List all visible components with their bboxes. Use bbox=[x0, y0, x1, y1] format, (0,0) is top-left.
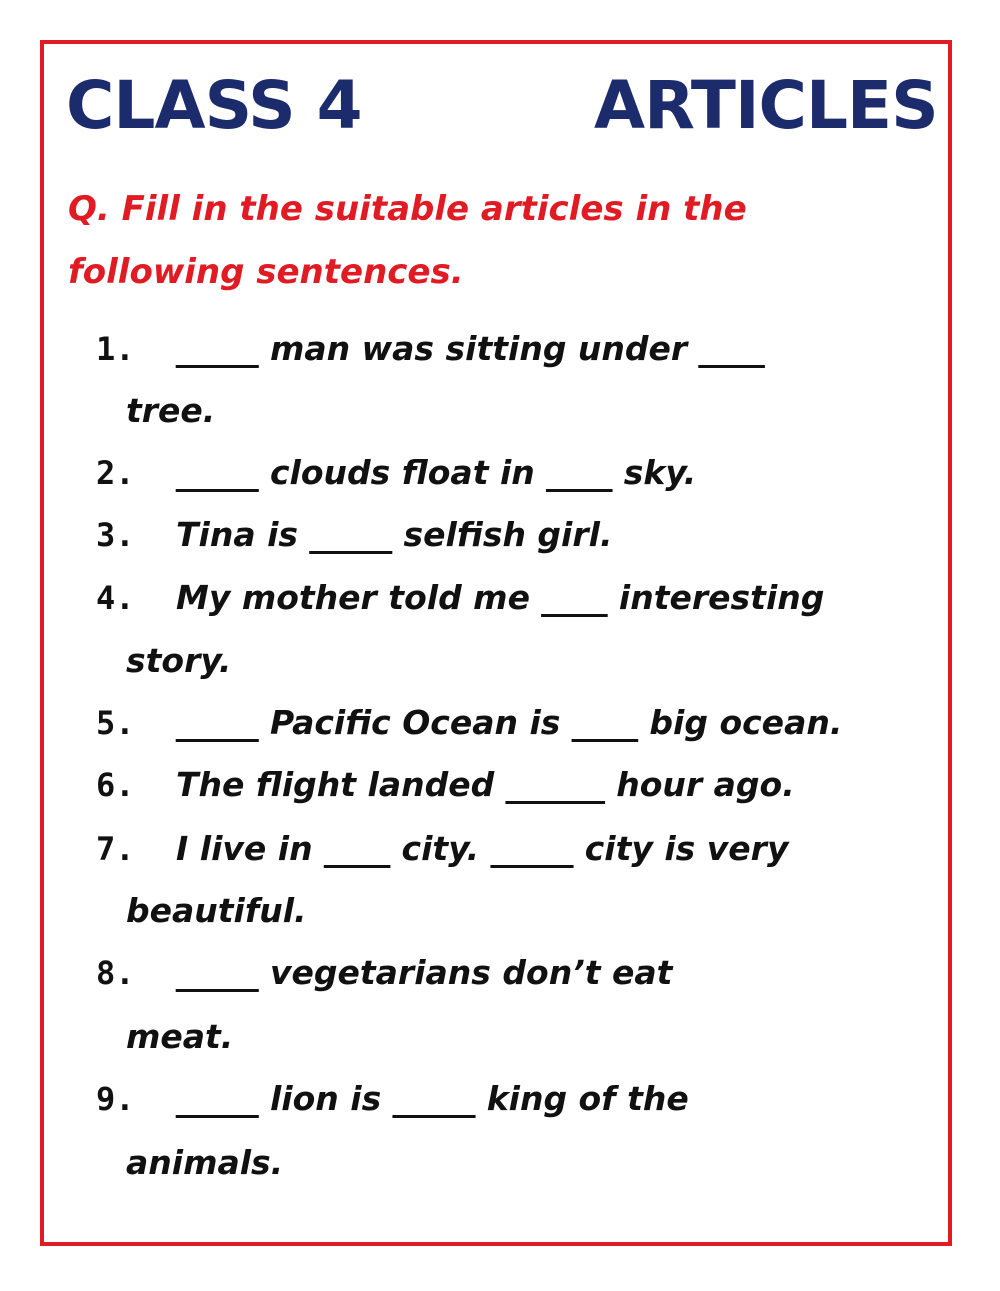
sentence-line: The flight landed ______ hour ago. bbox=[176, 765, 795, 804]
class-title: CLASS 4 bbox=[66, 67, 362, 144]
item-number: 1. bbox=[96, 330, 135, 368]
item-number: 4. bbox=[96, 579, 135, 617]
sentence-line: beautiful. bbox=[126, 891, 307, 930]
sentence-line: meat. bbox=[126, 1017, 234, 1056]
item-number: 3. bbox=[96, 516, 135, 554]
sentence-line: tree. bbox=[126, 391, 216, 430]
item-number: 7. bbox=[96, 830, 135, 868]
sentence-line: _____ Pacific Ocean is ____ big ocean. bbox=[176, 703, 843, 742]
question-instruction: Q. Fill in the suitable articles in the following sentences. bbox=[68, 189, 747, 292]
sentence-line: I live in ____ city. _____ city is very bbox=[176, 829, 789, 868]
sentence-line: _____ vegetarians don’t eat bbox=[176, 953, 673, 992]
topic-title: ARTICLES bbox=[594, 67, 938, 144]
sentence-line: story. bbox=[126, 641, 232, 680]
item-number: 8. bbox=[96, 954, 135, 992]
sentence-line: animals. bbox=[126, 1143, 284, 1182]
sentence-line: _____ man was sitting under ____ bbox=[176, 329, 765, 368]
item-number: 2. bbox=[96, 454, 135, 492]
sentence-line: My mother told me ____ interesting bbox=[176, 578, 825, 617]
sentence-line: _____ clouds float in ____ sky. bbox=[176, 453, 697, 492]
item-number: 6. bbox=[96, 766, 135, 804]
sentence-line: Tina is _____ selfish girl. bbox=[176, 515, 613, 554]
sentence-line: _____ lion is _____ king of the bbox=[176, 1079, 689, 1118]
item-number: 5. bbox=[96, 704, 135, 742]
item-number: 9. bbox=[96, 1080, 135, 1118]
